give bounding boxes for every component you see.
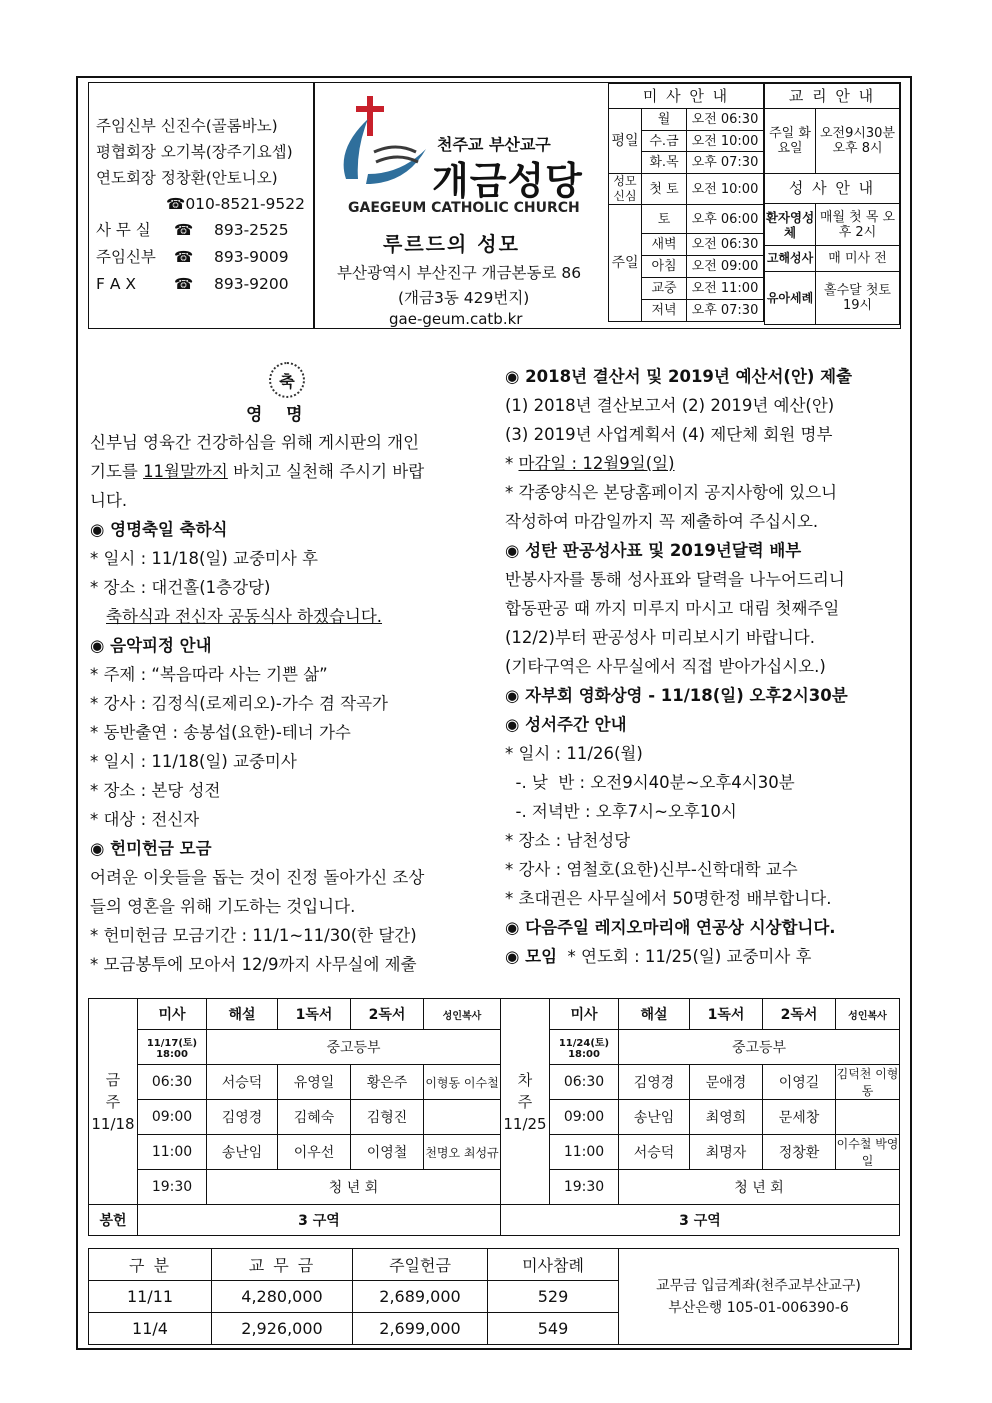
liturgy-schedule: 금 주 11/18 미사 해설 1독서 2독서 성인복사 차 주 11/25 미사 해설 1독서 2독서 성인복사 11/17(토) 18:00 중고등부 11/24(토) 18:00 중고등부 06:30 서승덕 유영일 황은주 이형동 이수철 06:30 김영경 문애경 이영길 김덕천 이형동 09:00 김영경 김혜숙 김형진 09:00 송난임 최영희 문세창 11:00 송난임 이우선 이영철 천명오 최성규 11:00 서승덕 최명자 정창환 이수철 박영일 19:30 청 년 회 19:30 청 년 회 봉헌 3 구역 3 구역 (88, 998, 900, 1236)
celebration-badge (269, 362, 305, 398)
badge-text: 축 (279, 371, 295, 391)
catechism-sacrament-table: 교 리 안 내 주일 화요일 오전9시30분 오후 8시 성 사 안 내 환자영성체 매월 첫 목 오후 2시 고해성사 매 미사 전 유아세례 홀수달 첫토 19시 (764, 83, 900, 325)
intro-deadline: 11월말까지 (143, 462, 228, 481)
staff-yeondo: 연도회장 정창환(안토니오) (96, 169, 278, 187)
account-info: 교무금 입금계좌(천주교부산교구) 부산은행 105-01-006390-6 (619, 1249, 899, 1345)
address-line1: 부산광역시 부산진구 개금본동로 86 (337, 264, 582, 282)
section-heading: ◉ 성탄 판공성사표 및 2019년달력 배부 (505, 541, 802, 560)
holy-label: 성모신심 (609, 174, 642, 205)
left-title: 영 명 (246, 405, 303, 425)
staff-pastor: 주임신부 신진수(골롬바노) (96, 117, 278, 135)
phone-icon: ☎ (174, 248, 194, 266)
catechism-label: 주일 화요일 (765, 109, 816, 174)
diocese-name: 천주교 부산교구 (437, 135, 551, 154)
sunday-label: 주일 (609, 205, 642, 322)
left-column: 신부님 영육간 건강하심을 위해 게시판의 개인 기도를 11월말까지 바치고 실천해 주시기 바랍 니다. ◉ 영명축일 축하식 * 일시 : 11/18(일) 교중미사 후 * 장소 : 대건홀(1층강당) 축하식과 전신자 공동식사 하겠습니다. ◉ 음악피정 안내 * 주제 : “복음따라 사는 기쁜 삶” * 강사 : 김정식(로제리오)-가수 겸 작곡가 * 동반출연 : 송봉섭(요한)-테너 가수 * 일시 : 11/18(일) 교중미사 * 장소 : 본당 성전 * 대상 : 전신자 ◉ 헌미헌금 모금 어려운 이웃들을 돕는 것이 진정 돌아가신 조상 들의 영혼을 위해 기도하는 것입니다. * 헌미헌금 모금기간 : 11/1~11/30(한 달간) * 모금봉투에 모아서 12/9까지 사무실에 제출 (90, 428, 490, 979)
website: gae-geum.catb.kr (389, 310, 523, 328)
deadline: 마감일 : 12월9일(일) (518, 454, 675, 473)
catechism-title: 교 리 안 내 (765, 84, 900, 109)
section-heading: ◉ 자부회 영화상영 - 11/18(일) 오후2시30분 (505, 686, 848, 705)
right-column: ◉ 2018년 결산서 및 2019년 예산서(안) 제출 (1) 2018년 결산보고서 (2) 2019년 예산(안) (3) 2019년 사업계획서 (4) 제단체 회원 명부 * 마감일 : 12월9일(일) * 각종양식은 본당홈페이지 공지사항에 있으니 작성하여 마감일까지 꼭 제출하여 주십시오. ◉ 성탄 판공성사표 및 2019년달력 배부 반봉사자를 통해 성사표와 달력을 나누어드리니 합동판공 때 까지 미루지 마시고 대림 첫째주일 (12/2)부터 판공성사 미리보시기 바랍니다. (기타구역은 사무실에서 직접 받아가십시오.) ◉ 자부회 영화상영 - 11/18(일) 오후2시30분 ◉ 성서주간 안내 * 일시 : 11/26(월) -. 낮 반 : 오전9시40분~오후4시30분 -. 저녁반 : 오후7시~오후10시 * 장소 : 남천성당 * 강사 : 염철호(요한)신부-신학대학 교수 * 초대권은 사무실에서 50명한정 배부합니다. ◉ 다음주일 레지오마리애 연공상 시상합니다. ◉ 모임 * 연도회 : 11/25(일) 교중미사 후 (505, 362, 905, 971)
mass-title: 미 사 안 내 (609, 84, 764, 109)
offering-table: 구 분 교 무 금 주일헌금 미사참례 교무금 입금계좌(천주교부산교구) 부산은행 105-01-006390-6 11/11 4,280,000 2,689,000 529 11/4 2,926,000 2,699,000 549 (88, 1248, 899, 1345)
mass-table: 미 사 안 내 평일 월 오전 06:30 수.금 오전 10:00 화.목 오후 07:30 성모신심 첫 토 오전 10:00 주일 토 오후 06:00 새벽 오전 06:30 아침 오전 09:00 교중 오전 11:00 저녁 오후 07:30 (608, 83, 764, 322)
mobile-phone: ☎010-8521-9522 (166, 195, 305, 213)
contact-pastor: 주임신부 ☎ 893-9009 (96, 244, 311, 271)
catechism-times: 오전9시30분 오후 8시 (816, 109, 900, 174)
phone-icon: ☎ (174, 221, 194, 239)
contact-fax: F A X ☎ 893-9200 (96, 271, 311, 298)
patron-title: 루르드의 성모 (383, 232, 520, 256)
section-heading: ◉ 음악피정 안내 (90, 636, 212, 655)
section-heading: ◉ 영명축일 축하식 (90, 520, 228, 539)
service-label: 봉헌 (89, 1205, 138, 1236)
phone-icon: ☎ (174, 275, 194, 293)
contact-office: 사 무 실 ☎ 893-2525 (96, 217, 311, 244)
church-name: 개금성당 (432, 159, 583, 203)
church-logo-icon (326, 94, 436, 194)
address-line2: (개금3동 429번지) (398, 289, 530, 307)
weekday-label: 평일 (609, 109, 642, 174)
section-heading: ◉ 성서주간 안내 (505, 715, 627, 734)
week-label-this: 금 주 11/18 (89, 999, 138, 1205)
section-heading: ◉ 2018년 결산서 및 2019년 예산서(안) 제출 (505, 367, 853, 386)
church-name-en: GAEGEUM CATHOLIC CHURCH (348, 200, 580, 216)
section-heading: ◉ 헌미헌금 모금 (90, 839, 212, 858)
section-heading: ◉ 다음주일 레지오마리애 연공상 시상합니다. (505, 918, 836, 937)
header-divider (313, 82, 315, 329)
staff-info (96, 113, 311, 298)
staff-president: 평협회장 오기복(장주기요셉) (96, 143, 293, 161)
sacrament-title: 성 사 안 내 (765, 174, 900, 204)
week-label-next: 차 주 11/25 (501, 999, 550, 1205)
